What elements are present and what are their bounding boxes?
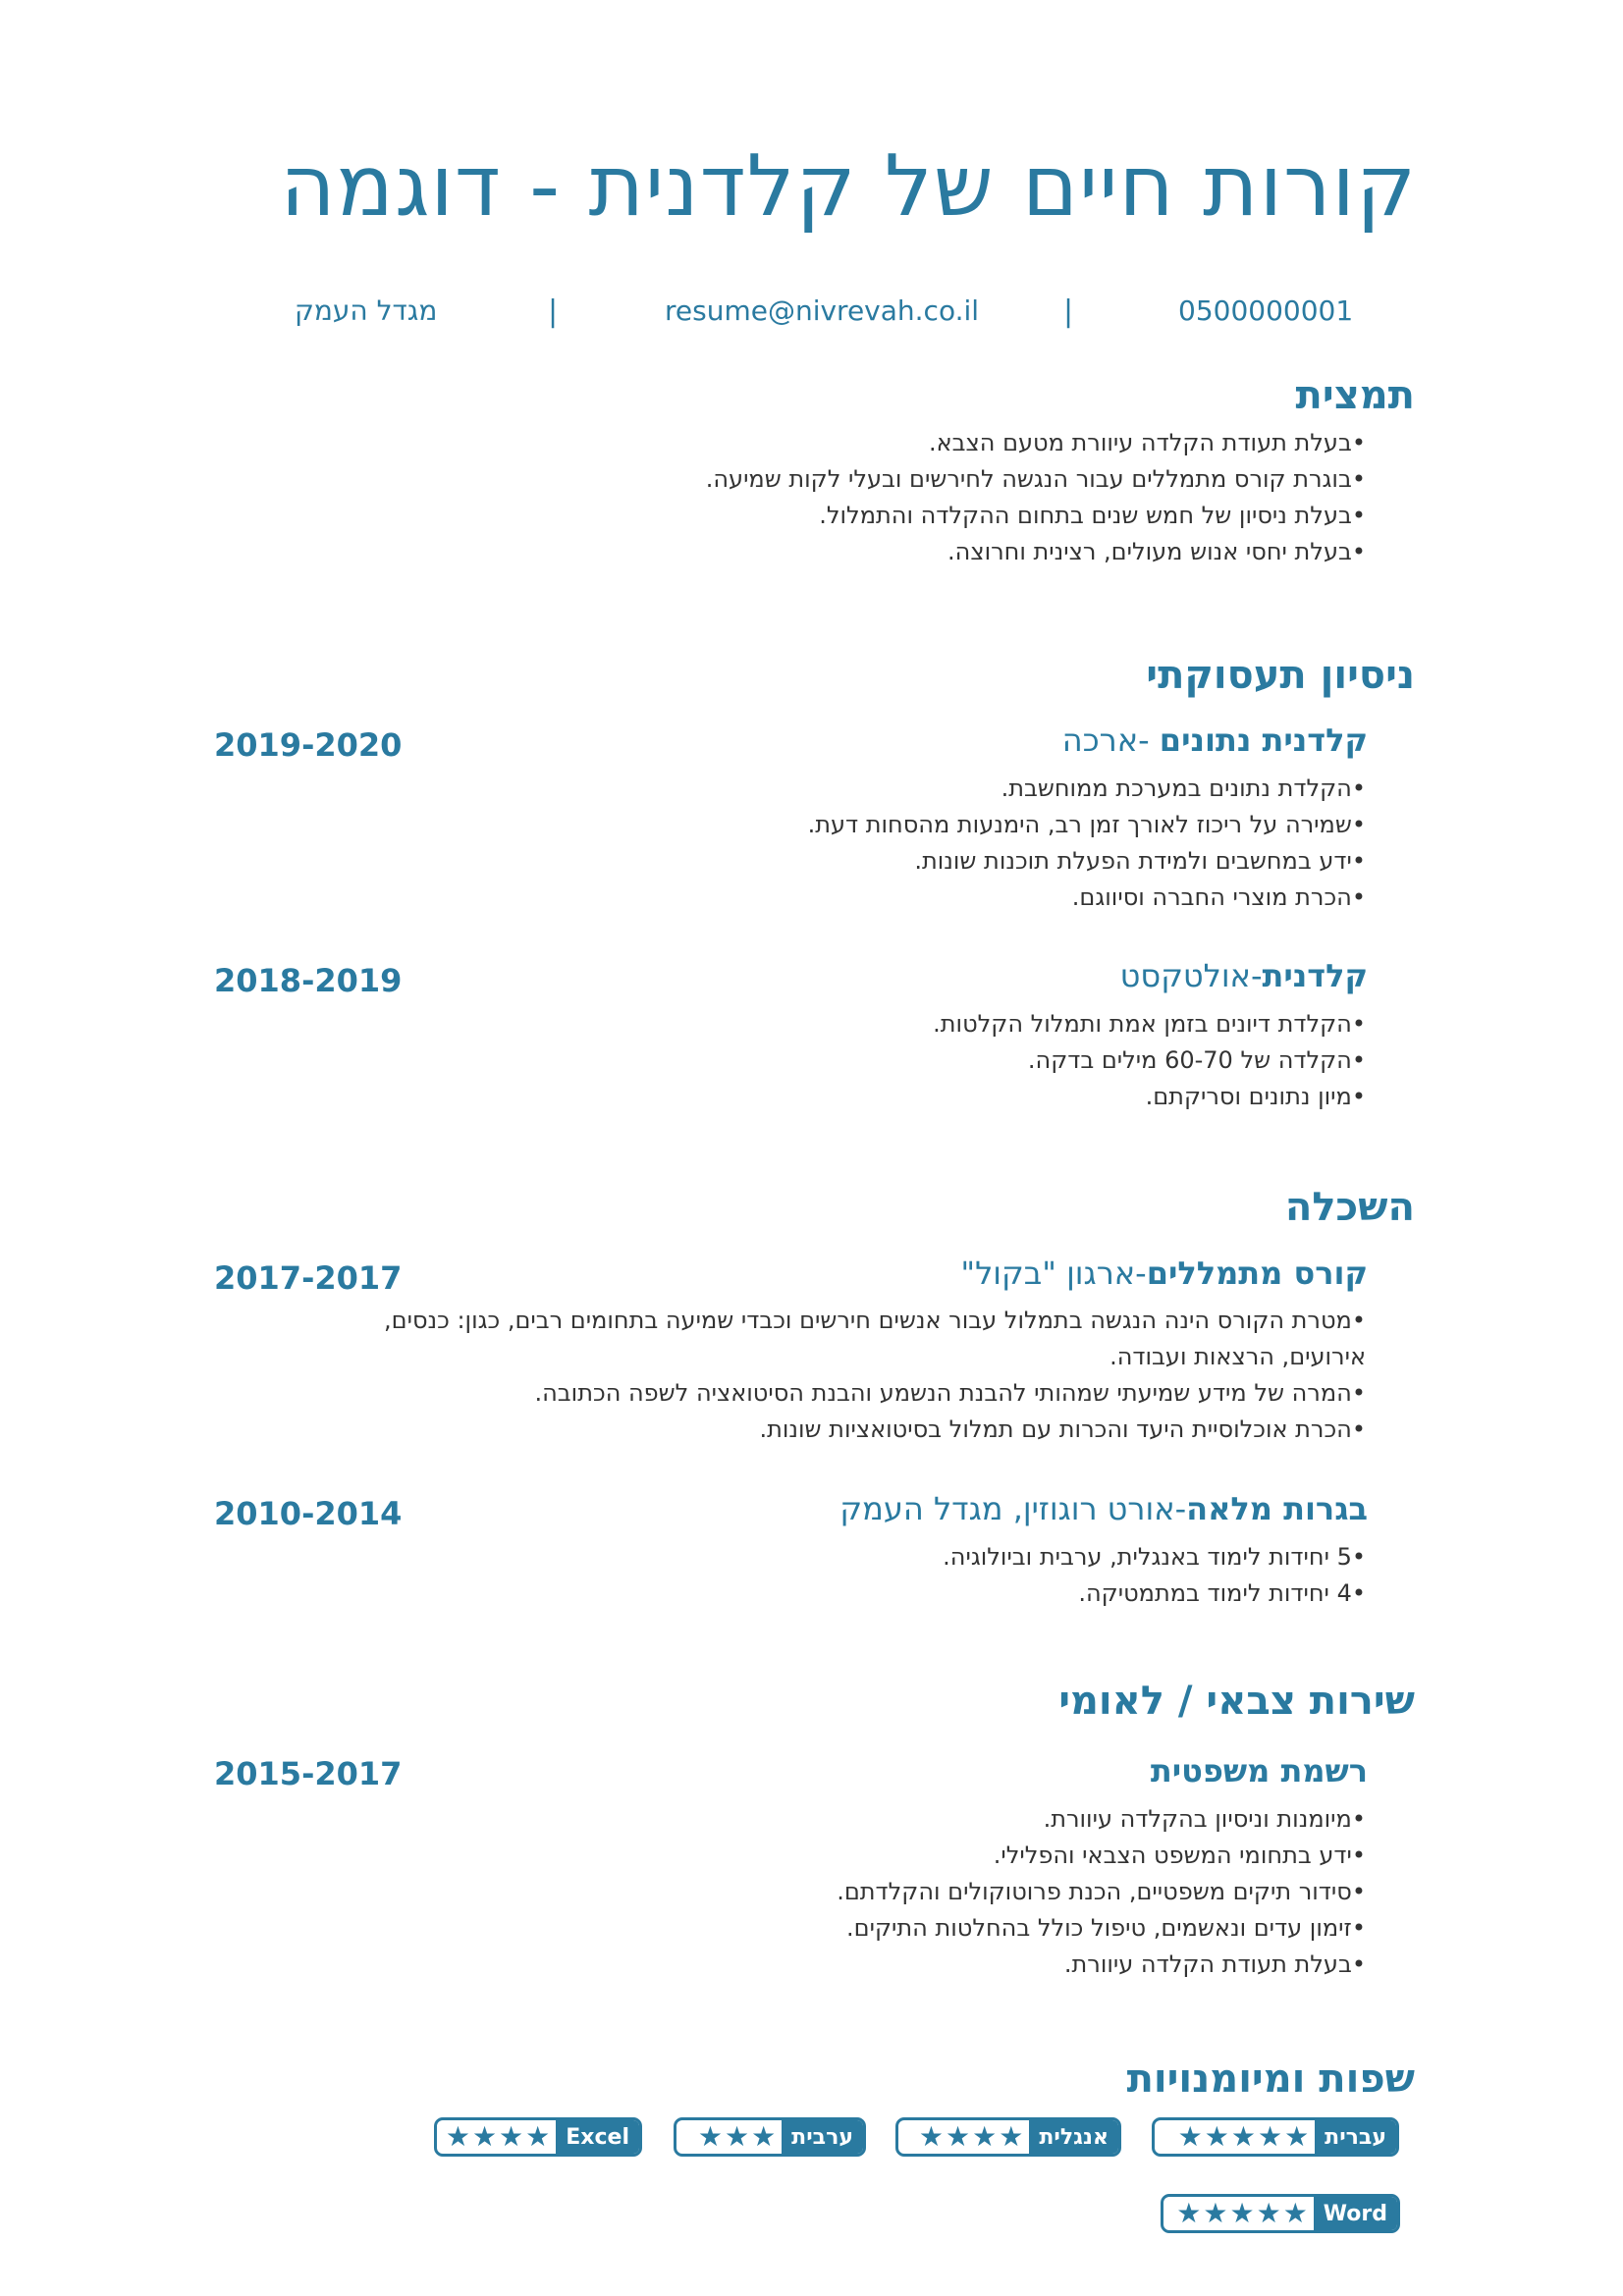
list-item: • בעלת תעודת הקלדה עיוורת מטעם הצבא. <box>706 425 1366 461</box>
city: מגדל העמק <box>295 294 438 327</box>
list-item: • מיומנות וניסיון בהקלדה עיוורת. <box>837 1801 1366 1838</box>
email-address: resume@nivrevah.co.il <box>665 294 980 327</box>
star-icon: ★ <box>1229 2197 1255 2229</box>
job-years: 2019-2020 <box>214 726 403 764</box>
experience-heading: ניסיון תעסוקתי <box>1146 653 1415 698</box>
page-title: קורות חיים של קלדנית - דוגמה <box>280 137 1417 236</box>
job-years: 2018-2019 <box>214 962 403 999</box>
star-icon: ★ <box>918 2120 945 2153</box>
phone-number: 0500000001 <box>1178 294 1354 327</box>
job-duties <box>808 771 1366 916</box>
contact-separator: | <box>548 294 559 329</box>
contact-separator: | <box>1063 294 1074 329</box>
job-duties <box>933 1006 1366 1115</box>
education-details <box>315 1303 1366 1448</box>
list-item: • הקלדה של 60-70 מילים בדקה. <box>933 1042 1366 1079</box>
skill-badge <box>434 2117 642 2157</box>
skills-heading: שפות ומיומנויות <box>1126 2056 1415 2102</box>
star-icon: ★ <box>471 2120 498 2153</box>
star-icon: ★ <box>946 2120 971 2153</box>
job-title: קלדנית נתונים -ארכה <box>1061 721 1368 759</box>
skill-stars <box>913 2120 1029 2153</box>
education-years: 2010-2014 <box>214 1495 403 1532</box>
skill-badge <box>674 2117 866 2157</box>
list-item: • שמירה על ריכוז לאורך זמן רב, הימנעות מהסחות דעת. <box>808 807 1366 843</box>
skill-stars <box>1172 2120 1316 2153</box>
skill-badge <box>1161 2194 1400 2233</box>
list-item: • מטרת הקורס הינה הנגשה בתמלול עבור אנשים חירשים וכבדי שמיעה בתחומים רבים, כגון: כנסים, אירועים, הרצאות ועבודה. <box>315 1303 1366 1375</box>
skill-label: Word <box>1314 2197 1397 2230</box>
list-item: • 5 יחידות לימוד באנגלית, ערבית וביולוגיה. <box>943 1539 1366 1575</box>
education-years: 2017-2017 <box>214 1259 403 1297</box>
skill-badge <box>1152 2117 1399 2157</box>
list-item: • בוגרת קורס מתמללים עבור הנגשה לחירשים ובעלי לקות שמיעה. <box>706 461 1366 498</box>
skill-stars <box>692 2120 782 2153</box>
skill-badge <box>895 2117 1121 2157</box>
star-icon: ★ <box>751 2120 777 2153</box>
job-title: קלדנית-אולטקסט <box>1119 957 1368 994</box>
skill-stars <box>1170 2197 1314 2229</box>
star-icon: ★ <box>1177 2120 1203 2153</box>
education-details <box>943 1539 1366 1612</box>
military-heading: שירות צבאי / לאומי <box>1058 1679 1415 1724</box>
list-item: • המרה של מידע שמיעתי שמהותי להבנת הנשמע והבנת הסיטואציה לשפה הכתובה. <box>315 1375 1366 1412</box>
list-item: • בעלת תעודת הקלדה עיוורת. <box>837 1947 1366 1983</box>
military-duties <box>837 1801 1366 1983</box>
star-icon: ★ <box>525 2120 551 2153</box>
military-role: רשמת משפטית <box>1150 1752 1368 1789</box>
education-title: קורס מתמללים-ארגון "בקול" <box>960 1255 1368 1292</box>
star-icon: ★ <box>1176 2197 1202 2229</box>
star-icon: ★ <box>1203 2197 1228 2229</box>
education-title: בגרות מלאה-אורט רוגוזין, מגדל העמק <box>839 1490 1368 1527</box>
star-icon: ★ <box>999 2120 1024 2153</box>
list-item: • הכרת אוכלוסיית היעד והכרות עם תמלול בסיטואציות שונות. <box>315 1412 1366 1448</box>
list-item: • הכרת מוצרי החברה וסיווגם. <box>808 880 1366 916</box>
list-item: • הקלדת דיונים בזמן אמת ותמלול הקלטות. <box>933 1006 1366 1042</box>
military-years: 2015-2017 <box>214 1755 403 1792</box>
skill-label: Excel <box>556 2120 639 2154</box>
star-icon: ★ <box>724 2120 750 2153</box>
list-item: • ידע במחשבים ולמידת הפעלת תוכנות שונות. <box>808 843 1366 880</box>
star-icon: ★ <box>445 2120 470 2153</box>
star-icon: ★ <box>1230 2120 1256 2153</box>
star-icon: ★ <box>1284 2120 1310 2153</box>
skill-label: אנגלית <box>1029 2120 1118 2154</box>
list-item: • בעלת ניסיון של חמש שנים בתחום ההקלדה והתמלול. <box>706 498 1366 534</box>
summary-heading: תמצית <box>1295 373 1415 418</box>
star-icon: ★ <box>1282 2197 1308 2229</box>
star-icon: ★ <box>499 2120 524 2153</box>
summary-list <box>706 425 1366 570</box>
star-icon: ★ <box>1256 2197 1281 2229</box>
star-icon: ★ <box>1204 2120 1229 2153</box>
star-icon: ★ <box>1257 2120 1283 2153</box>
list-item: • 4 יחידות לימוד במתמטיקה. <box>943 1575 1366 1612</box>
star-icon: ★ <box>972 2120 998 2153</box>
list-item: • הקלדת נתונים במערכת ממוחשבת. <box>808 771 1366 807</box>
skill-label: ערבית <box>782 2120 863 2154</box>
list-item: • סידור תיקים משפטיים, הכנת פרוטוקולים והקלדתם. <box>837 1874 1366 1910</box>
skill-stars <box>440 2120 556 2153</box>
star-icon: ★ <box>697 2120 723 2153</box>
list-item: • ידע בתחומי המשפט הצבאי והפלילי. <box>837 1838 1366 1874</box>
skill-label: עברית <box>1315 2120 1396 2154</box>
list-item: • מיון נתונים וסריקתם. <box>933 1079 1366 1115</box>
education-heading: השכלה <box>1284 1185 1415 1230</box>
list-item: • בעלת יחסי אנוש מעולים, רצינית וחרוצה. <box>706 534 1366 570</box>
list-item: • זימון עדים ונאשמים, טיפול כולל בהחלטות התיקים. <box>837 1910 1366 1947</box>
